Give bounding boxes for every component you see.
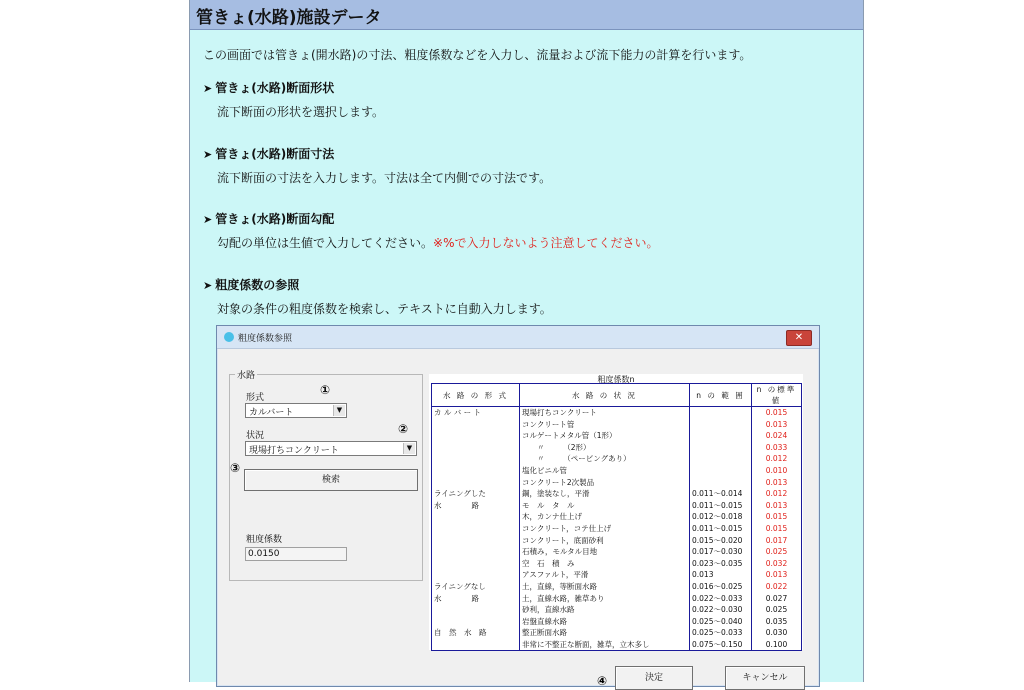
std-cell: 0.027 (752, 593, 802, 605)
std-cell: 0.017 (752, 535, 802, 547)
type-cell: カ ル バ ー ト (432, 407, 520, 419)
std-cell: 0.013 (752, 419, 802, 431)
chevron-down-icon: ▼ (333, 405, 345, 416)
table-row (432, 546, 802, 558)
std-cell: 0.013 (752, 500, 802, 512)
type-cell (432, 558, 520, 570)
title-bar (190, 0, 863, 30)
section-desc: 勾配の単位は生値で入力してください。 (217, 236, 434, 250)
table-row (432, 616, 802, 628)
arrow-bullet-icon: ➤ (203, 82, 213, 95)
range-cell: 0.012～0.018 (690, 511, 752, 523)
type-cell (432, 639, 520, 651)
marker-2: ② (398, 422, 409, 436)
range-cell: 0.013 (690, 569, 752, 581)
table-row (432, 465, 802, 477)
type-cell (432, 477, 520, 489)
std-cell: 0.022 (752, 581, 802, 593)
table-row (432, 523, 802, 535)
condition-cell: 土，直線水路，雑草あり (520, 593, 690, 605)
section-desc: 流下断面の形状を選択します。 (217, 105, 385, 119)
condition-cell: アスファルト，平滑 (520, 569, 690, 581)
table-row (432, 569, 802, 581)
std-cell: 0.015 (752, 523, 802, 535)
status-select[interactable]: 現場打ちコンクリート ▼ (245, 441, 417, 456)
type-cell: ライニングした (432, 488, 520, 500)
coef-label: 粗度係数 (246, 535, 283, 545)
type-cell: 水 路 (432, 500, 520, 512)
waterway-group (229, 371, 423, 581)
table-row (432, 477, 802, 489)
column-header: 水 路 の 形 式 (432, 384, 520, 407)
group-label: 水路 (235, 368, 257, 381)
range-cell (690, 442, 752, 454)
type-cell: 自 然 水 路 (432, 627, 520, 639)
std-cell: 0.030 (752, 627, 802, 639)
section-roughness (203, 276, 552, 317)
arrow-bullet-icon: ➤ (203, 213, 213, 226)
page-title: 管きょ(水路)施設データ (196, 8, 382, 28)
condition-cell: 木，カンナ仕上げ (520, 511, 690, 523)
table-row (432, 419, 802, 431)
column-header: n の 範 囲 (690, 384, 752, 407)
type-cell (432, 616, 520, 628)
section-size (203, 145, 551, 186)
table-row (432, 430, 802, 442)
range-cell (690, 465, 752, 477)
condition-cell: コンクリート，底面砂利 (520, 535, 690, 547)
condition-cell: 整正断面水路 (520, 627, 690, 639)
section-slope (203, 210, 658, 251)
section-desc: 流下断面の寸法を入力します。寸法は全て内側での寸法です。 (217, 171, 552, 185)
condition-cell: 砂利，直線水路 (520, 604, 690, 616)
type-cell (432, 511, 520, 523)
range-cell: 0.023～0.035 (690, 558, 752, 570)
range-cell: 0.022～0.033 (690, 593, 752, 605)
type-cell (432, 453, 520, 465)
table-row (432, 558, 802, 570)
range-cell: 0.025～0.040 (690, 616, 752, 628)
arrow-bullet-icon: ➤ (203, 279, 213, 292)
table-row (432, 488, 802, 500)
range-cell: 0.017～0.030 (690, 546, 752, 558)
section-shape (203, 79, 384, 120)
roughness-table (429, 374, 803, 650)
condition-cell: コンクリート2次製品 (520, 477, 690, 489)
condition-cell: コルゲートメタル管（1形） (520, 430, 690, 442)
range-cell: 0.016～0.025 (690, 581, 752, 593)
chevron-down-icon: ▼ (403, 443, 415, 454)
condition-cell: 鋼，塗装なし，平滑 (520, 488, 690, 500)
std-cell: 0.100 (752, 639, 802, 651)
table-caption: 粗度係数n (597, 375, 635, 384)
std-cell: 0.010 (752, 465, 802, 477)
section-heading: 粗度係数の参照 (215, 278, 300, 292)
coef-field[interactable]: 0.0150 (245, 547, 347, 561)
type-cell (432, 604, 520, 616)
condition-cell: コンクリート管 (520, 419, 690, 431)
std-cell: 0.032 (752, 558, 802, 570)
range-cell (690, 453, 752, 465)
range-cell (690, 477, 752, 489)
std-cell: 0.012 (752, 488, 802, 500)
table-row (432, 593, 802, 605)
main-panel (189, 0, 864, 688)
condition-cell: 土，直線，等断面水路 (520, 581, 690, 593)
table-row (432, 453, 802, 465)
intro-text: この画面では管きょ(開水路)の寸法、粗度係数などを入力し、流量および流下能力の計算を行います。 (203, 48, 752, 62)
dialog-title-bar (217, 326, 819, 349)
condition-cell: 石積み，モルタル目地 (520, 546, 690, 558)
marker-4: ④ (597, 674, 608, 688)
type-cell (432, 465, 520, 477)
table-row (432, 581, 802, 593)
type-cell (432, 430, 520, 442)
std-cell: 0.013 (752, 569, 802, 581)
marker-1: ① (320, 383, 331, 397)
std-cell: 0.025 (752, 546, 802, 558)
search-button[interactable]: 検索 (244, 469, 418, 491)
cancel-button[interactable]: キャンセル (725, 666, 805, 690)
condition-cell: 岩盤直線水路 (520, 616, 690, 628)
ok-button[interactable]: 決定 (615, 666, 693, 690)
form-label: 形式 (246, 393, 265, 403)
table-row (432, 627, 802, 639)
type-cell (432, 535, 520, 547)
table-row (432, 535, 802, 547)
std-cell: 0.035 (752, 616, 802, 628)
range-cell (690, 430, 752, 442)
type-cell: ライニングなし (432, 581, 520, 593)
range-cell: 0.011～0.015 (690, 523, 752, 535)
section-heading: 管きょ(水路)断面寸法 (215, 147, 335, 161)
std-cell: 0.012 (752, 453, 802, 465)
condition-cell: 〃 （ペービングあり） (520, 453, 690, 465)
std-cell: 0.024 (752, 430, 802, 442)
table-row (432, 639, 802, 651)
std-cell: 0.025 (752, 604, 802, 616)
condition-cell: 空 石 積 み (520, 558, 690, 570)
range-cell: 0.011～0.015 (690, 500, 752, 512)
table-row (432, 604, 802, 616)
type-cell (432, 419, 520, 431)
condition-cell: モ ル タ ル (520, 500, 690, 512)
type-cell (432, 546, 520, 558)
std-cell: 0.013 (752, 477, 802, 489)
range-cell: 0.011～0.014 (690, 488, 752, 500)
type-cell (432, 523, 520, 535)
roughness-dialog (216, 325, 820, 687)
column-header: 水 路 の 状 況 (520, 384, 690, 407)
table-row (432, 500, 802, 512)
std-cell: 0.015 (752, 407, 802, 419)
section-desc: 対象の条件の粗度係数を検索し、テキストに自動入力します。 (217, 302, 552, 316)
marker-3: ③ (230, 461, 241, 475)
app-icon (224, 332, 234, 342)
std-cell: 0.015 (752, 511, 802, 523)
table-row (432, 511, 802, 523)
section-heading: 管きょ(水路)断面形状 (215, 81, 335, 95)
range-cell: 0.075～0.150 (690, 639, 752, 651)
table-row (432, 442, 802, 454)
condition-cell: コンクリート，コテ仕上げ (520, 523, 690, 535)
section-heading: 管きょ(水路)断面勾配 (215, 212, 335, 226)
type-cell: 水 路 (432, 593, 520, 605)
arrow-bullet-icon: ➤ (203, 148, 213, 161)
range-cell: 0.015～0.020 (690, 535, 752, 547)
close-button[interactable]: ✕ (786, 330, 812, 346)
range-cell: 0.025～0.033 (690, 627, 752, 639)
dialog-title: 粗度係数参照 (238, 334, 293, 344)
range-cell: 0.022～0.030 (690, 604, 752, 616)
status-label: 状況 (246, 431, 265, 441)
range-cell (690, 419, 752, 431)
range-cell (690, 407, 752, 419)
type-cell (432, 442, 520, 454)
condition-cell: 〃 （2形） (520, 442, 690, 454)
type-cell (432, 569, 520, 581)
std-cell: 0.033 (752, 442, 802, 454)
form-select[interactable]: カルバート ▼ (245, 403, 347, 418)
condition-cell: 非常に不整正な断面，雑草，立木多し (520, 639, 690, 651)
warning-text: ※%で入力しないよう注意してください。 (433, 236, 659, 250)
table-row (432, 407, 802, 419)
column-header: n の標準値 (752, 384, 802, 407)
condition-cell: 現場打ちコンクリート (520, 407, 690, 419)
condition-cell: 塩化ビニル管 (520, 465, 690, 477)
